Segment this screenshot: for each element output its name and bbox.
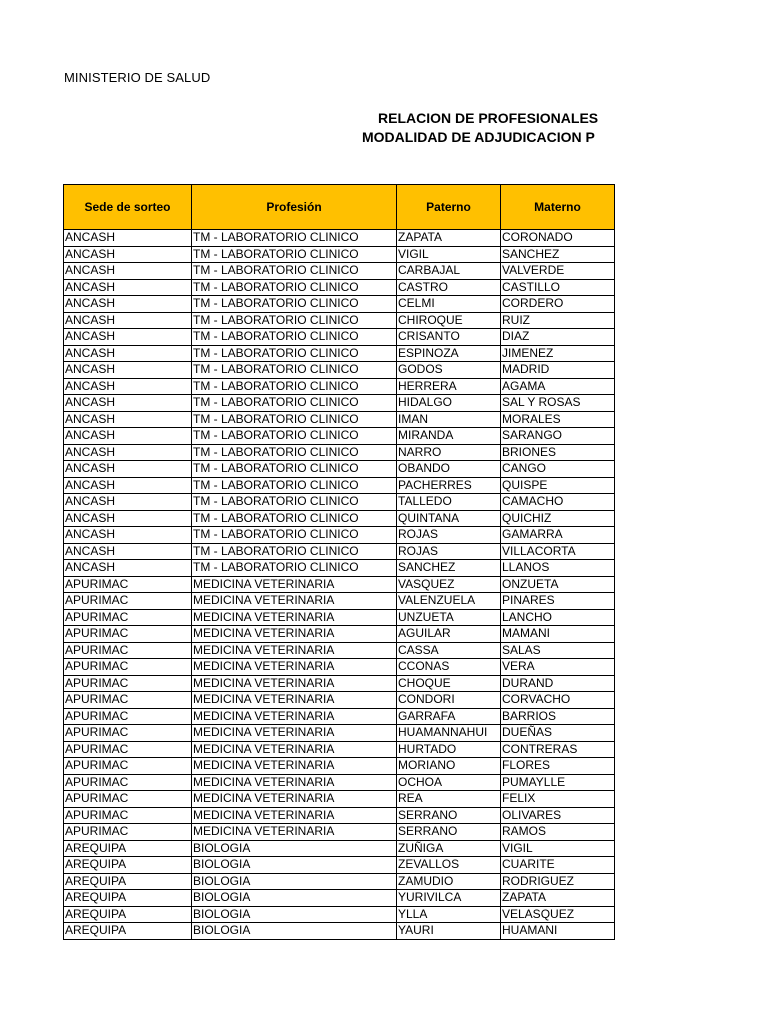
cell-materno: OLIVARES [501, 807, 615, 824]
cell-paterno: ZEVALLOS [397, 857, 501, 874]
cell-materno: HUAMANI [501, 923, 615, 940]
table-row [64, 329, 615, 346]
cell-materno: QUISPE [501, 477, 615, 494]
cell-paterno: OCHOA [397, 774, 501, 791]
cell-sede: APURIMAC [64, 791, 192, 808]
cell-paterno: ZAMUDIO [397, 873, 501, 890]
cell-profesion: TM - LABORATORIO CLINICO [192, 230, 397, 247]
table-row [64, 296, 615, 313]
cell-sede: APURIMAC [64, 576, 192, 593]
table-row [64, 560, 615, 577]
cell-profesion: BIOLOGIA [192, 840, 397, 857]
cell-paterno: TALLEDO [397, 494, 501, 511]
cell-materno: DUEÑAS [501, 725, 615, 742]
table-row [64, 659, 615, 676]
cell-profesion: TM - LABORATORIO CLINICO [192, 246, 397, 263]
cell-materno: LANCHO [501, 609, 615, 626]
cell-sede: ANCASH [64, 296, 192, 313]
cell-materno: CORONADO [501, 230, 615, 247]
table-row [64, 741, 615, 758]
table-row [64, 857, 615, 874]
cell-materno: VALVERDE [501, 263, 615, 280]
cell-profesion: MEDICINA VETERINARIA [192, 659, 397, 676]
cell-paterno: SERRANO [397, 807, 501, 824]
cell-sede: ANCASH [64, 444, 192, 461]
table-row [64, 428, 615, 445]
column-header-sede: Sede de sorteo [64, 185, 192, 230]
table-row [64, 510, 615, 527]
cell-materno: JIMENEZ [501, 345, 615, 362]
cell-paterno: ROJAS [397, 543, 501, 560]
cell-materno: ZAPATA [501, 890, 615, 907]
cell-profesion: TM - LABORATORIO CLINICO [192, 279, 397, 296]
cell-sede: ANCASH [64, 494, 192, 511]
cell-paterno: CONDORI [397, 692, 501, 709]
table-row [64, 675, 615, 692]
table-row [64, 593, 615, 610]
cell-paterno: ZAPATA [397, 230, 501, 247]
cell-sede: APURIMAC [64, 593, 192, 610]
cell-sede: ANCASH [64, 527, 192, 544]
cell-materno: VELASQUEZ [501, 906, 615, 923]
cell-profesion: TM - LABORATORIO CLINICO [192, 411, 397, 428]
cell-materno: MADRID [501, 362, 615, 379]
cell-paterno: MIRANDA [397, 428, 501, 445]
cell-sede: APURIMAC [64, 741, 192, 758]
cell-paterno: ZUÑIGA [397, 840, 501, 857]
cell-paterno: GARRAFA [397, 708, 501, 725]
cell-materno: CONTRERAS [501, 741, 615, 758]
cell-profesion: TM - LABORATORIO CLINICO [192, 510, 397, 527]
cell-paterno: VALENZUELA [397, 593, 501, 610]
cell-profesion: BIOLOGIA [192, 873, 397, 890]
cell-paterno: GODOS [397, 362, 501, 379]
cell-paterno: CHIROQUE [397, 312, 501, 329]
cell-materno: CORVACHO [501, 692, 615, 709]
cell-paterno: CARBAJAL [397, 263, 501, 280]
cell-sede: APURIMAC [64, 626, 192, 643]
cell-materno: CANGO [501, 461, 615, 478]
cell-sede: AREQUIPA [64, 890, 192, 907]
cell-sede: AREQUIPA [64, 840, 192, 857]
professionals-table [63, 184, 615, 940]
cell-profesion: MEDICINA VETERINARIA [192, 824, 397, 841]
table-row [64, 609, 615, 626]
cell-materno: ONZUETA [501, 576, 615, 593]
cell-materno: FLORES [501, 758, 615, 775]
cell-materno: VIGIL [501, 840, 615, 857]
cell-materno: RUIZ [501, 312, 615, 329]
cell-profesion: TM - LABORATORIO CLINICO [192, 312, 397, 329]
cell-sede: APURIMAC [64, 692, 192, 709]
cell-sede: ANCASH [64, 312, 192, 329]
cell-profesion: MEDICINA VETERINARIA [192, 807, 397, 824]
table-row [64, 312, 615, 329]
table-row [64, 246, 615, 263]
cell-sede: ANCASH [64, 411, 192, 428]
cell-sede: ANCASH [64, 395, 192, 412]
table-row [64, 906, 615, 923]
table-row [64, 494, 615, 511]
cell-paterno: CELMI [397, 296, 501, 313]
organization-name: MINISTERIO DE SALUD [64, 70, 211, 85]
cell-paterno: MORIANO [397, 758, 501, 775]
cell-sede: APURIMAC [64, 642, 192, 659]
cell-materno: VILLACORTA [501, 543, 615, 560]
cell-paterno: UNZUETA [397, 609, 501, 626]
table-row [64, 345, 615, 362]
table-row [64, 279, 615, 296]
cell-profesion: MEDICINA VETERINARIA [192, 626, 397, 643]
cell-materno: QUICHIZ [501, 510, 615, 527]
cell-materno: SALAS [501, 642, 615, 659]
cell-paterno: IMAN [397, 411, 501, 428]
cell-profesion: MEDICINA VETERINARIA [192, 593, 397, 610]
cell-paterno: AGUILAR [397, 626, 501, 643]
cell-paterno: HURTADO [397, 741, 501, 758]
report-title-line-1: RELACION DE PROFESIONALES [378, 110, 599, 126]
cell-materno: SARANGO [501, 428, 615, 445]
cell-materno: DURAND [501, 675, 615, 692]
table-header-row [64, 185, 615, 230]
cell-materno: SAL Y ROSAS [501, 395, 615, 412]
table-row [64, 692, 615, 709]
cell-sede: APURIMAC [64, 675, 192, 692]
cell-sede: ANCASH [64, 246, 192, 263]
cell-sede: ANCASH [64, 329, 192, 346]
cell-paterno: CASSA [397, 642, 501, 659]
report-title-line-2: MODALIDAD DE ADJUDICACION P [362, 129, 595, 145]
table-row [64, 626, 615, 643]
table-row [64, 362, 615, 379]
cell-profesion: TM - LABORATORIO CLINICO [192, 296, 397, 313]
cell-materno: SANCHEZ [501, 246, 615, 263]
cell-materno: RAMOS [501, 824, 615, 841]
table-row [64, 230, 615, 247]
cell-sede: ANCASH [64, 345, 192, 362]
table-row [64, 642, 615, 659]
table-row [64, 890, 615, 907]
cell-profesion: TM - LABORATORIO CLINICO [192, 428, 397, 445]
cell-profesion: MEDICINA VETERINARIA [192, 708, 397, 725]
cell-profesion: BIOLOGIA [192, 923, 397, 940]
table-row [64, 461, 615, 478]
cell-profesion: MEDICINA VETERINARIA [192, 774, 397, 791]
table-row [64, 774, 615, 791]
table-row [64, 527, 615, 544]
cell-sede: ANCASH [64, 461, 192, 478]
cell-profesion: BIOLOGIA [192, 906, 397, 923]
cell-materno: RODRIGUEZ [501, 873, 615, 890]
cell-paterno: ESPINOZA [397, 345, 501, 362]
cell-materno: PINARES [501, 593, 615, 610]
cell-profesion: MEDICINA VETERINARIA [192, 692, 397, 709]
cell-paterno: CHOQUE [397, 675, 501, 692]
cell-sede: APURIMAC [64, 774, 192, 791]
cell-paterno: CCONAS [397, 659, 501, 676]
cell-materno: AGAMA [501, 378, 615, 395]
cell-paterno: SERRANO [397, 824, 501, 841]
table-body [64, 230, 615, 940]
cell-paterno: OBANDO [397, 461, 501, 478]
cell-profesion: MEDICINA VETERINARIA [192, 758, 397, 775]
cell-sede: AREQUIPA [64, 857, 192, 874]
table-row [64, 395, 615, 412]
cell-profesion: TM - LABORATORIO CLINICO [192, 543, 397, 560]
cell-materno: LLANOS [501, 560, 615, 577]
column-header-paterno: Paterno [397, 185, 501, 230]
cell-sede: AREQUIPA [64, 923, 192, 940]
cell-paterno: NARRO [397, 444, 501, 461]
cell-paterno: HERRERA [397, 378, 501, 395]
cell-materno: CUARITE [501, 857, 615, 874]
cell-paterno: VIGIL [397, 246, 501, 263]
cell-materno: PUMAYLLE [501, 774, 615, 791]
cell-sede: ANCASH [64, 279, 192, 296]
cell-profesion: TM - LABORATORIO CLINICO [192, 378, 397, 395]
cell-sede: ANCASH [64, 362, 192, 379]
table-row [64, 873, 615, 890]
cell-profesion: TM - LABORATORIO CLINICO [192, 345, 397, 362]
cell-profesion: TM - LABORATORIO CLINICO [192, 494, 397, 511]
cell-sede: ANCASH [64, 263, 192, 280]
cell-paterno: ROJAS [397, 527, 501, 544]
cell-sede: ANCASH [64, 428, 192, 445]
cell-paterno: CASTRO [397, 279, 501, 296]
cell-sede: AREQUIPA [64, 906, 192, 923]
cell-sede: APURIMAC [64, 725, 192, 742]
table-row [64, 840, 615, 857]
table-row [64, 411, 615, 428]
cell-sede: APURIMAC [64, 807, 192, 824]
table-row [64, 576, 615, 593]
cell-paterno: REA [397, 791, 501, 808]
cell-sede: APURIMAC [64, 824, 192, 841]
cell-sede: APURIMAC [64, 609, 192, 626]
cell-materno: GAMARRA [501, 527, 615, 544]
table-row [64, 263, 615, 280]
cell-profesion: TM - LABORATORIO CLINICO [192, 395, 397, 412]
cell-paterno: CRISANTO [397, 329, 501, 346]
cell-sede: APURIMAC [64, 708, 192, 725]
cell-sede: ANCASH [64, 510, 192, 527]
cell-materno: CAMACHO [501, 494, 615, 511]
cell-sede: APURIMAC [64, 758, 192, 775]
cell-materno: BARRIOS [501, 708, 615, 725]
table-row [64, 807, 615, 824]
cell-profesion: TM - LABORATORIO CLINICO [192, 527, 397, 544]
column-header-materno: Materno [501, 185, 615, 230]
cell-profesion: BIOLOGIA [192, 857, 397, 874]
cell-sede: ANCASH [64, 477, 192, 494]
cell-profesion: TM - LABORATORIO CLINICO [192, 560, 397, 577]
table-row [64, 708, 615, 725]
cell-materno: MAMANI [501, 626, 615, 643]
cell-sede: ANCASH [64, 543, 192, 560]
table-row [64, 543, 615, 560]
cell-profesion: MEDICINA VETERINARIA [192, 791, 397, 808]
table-row [64, 758, 615, 775]
table-row [64, 791, 615, 808]
cell-paterno: VASQUEZ [397, 576, 501, 593]
column-header-profesion: Profesión [192, 185, 397, 230]
cell-profesion: MEDICINA VETERINARIA [192, 741, 397, 758]
table-row [64, 444, 615, 461]
cell-paterno: HIDALGO [397, 395, 501, 412]
cell-profesion: TM - LABORATORIO CLINICO [192, 444, 397, 461]
report-title [0, 110, 613, 150]
cell-sede: ANCASH [64, 560, 192, 577]
table-row [64, 725, 615, 742]
cell-profesion: MEDICINA VETERINARIA [192, 725, 397, 742]
cell-paterno: PACHERRES [397, 477, 501, 494]
table-row [64, 477, 615, 494]
cell-paterno: YURIVILCA [397, 890, 501, 907]
cell-profesion: MEDICINA VETERINARIA [192, 642, 397, 659]
cell-materno: VERA [501, 659, 615, 676]
cell-materno: CASTILLO [501, 279, 615, 296]
cell-paterno: YLLA [397, 906, 501, 923]
cell-profesion: TM - LABORATORIO CLINICO [192, 362, 397, 379]
cell-paterno: SANCHEZ [397, 560, 501, 577]
cell-sede: AREQUIPA [64, 873, 192, 890]
cell-materno: DIAZ [501, 329, 615, 346]
cell-profesion: MEDICINA VETERINARIA [192, 609, 397, 626]
table-row [64, 923, 615, 940]
table-row [64, 824, 615, 841]
cell-profesion: BIOLOGIA [192, 890, 397, 907]
cell-profesion: TM - LABORATORIO CLINICO [192, 477, 397, 494]
cell-profesion: MEDICINA VETERINARIA [192, 675, 397, 692]
table-row [64, 378, 615, 395]
cell-sede: ANCASH [64, 378, 192, 395]
cell-sede: APURIMAC [64, 659, 192, 676]
cell-paterno: HUAMANNAHUI [397, 725, 501, 742]
cell-paterno: YAURI [397, 923, 501, 940]
cell-paterno: QUINTANA [397, 510, 501, 527]
cell-materno: MORALES [501, 411, 615, 428]
cell-profesion: MEDICINA VETERINARIA [192, 576, 397, 593]
cell-materno: CORDERO [501, 296, 615, 313]
cell-profesion: TM - LABORATORIO CLINICO [192, 329, 397, 346]
cell-profesion: TM - LABORATORIO CLINICO [192, 263, 397, 280]
cell-materno: BRIONES [501, 444, 615, 461]
cell-profesion: TM - LABORATORIO CLINICO [192, 461, 397, 478]
cell-sede: ANCASH [64, 230, 192, 247]
cell-materno: FELIX [501, 791, 615, 808]
